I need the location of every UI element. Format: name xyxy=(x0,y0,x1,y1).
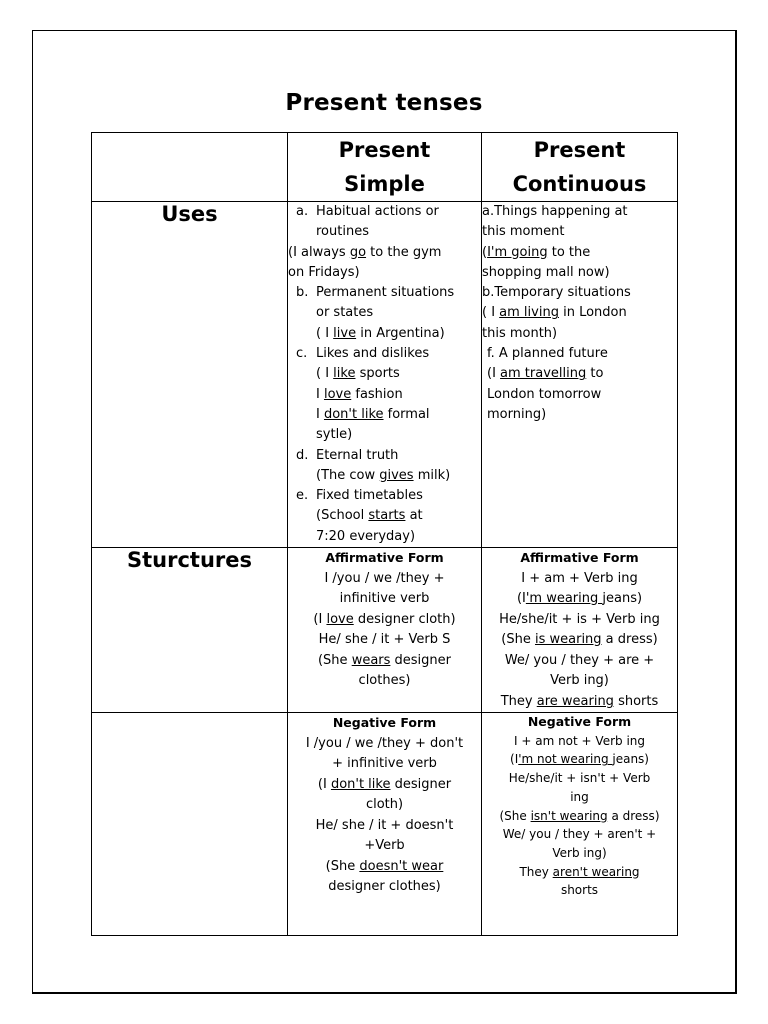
underlined-verb: don't like xyxy=(323,406,384,422)
form-heading: Affirmative Form xyxy=(325,550,444,566)
form-heading: Affirmative Form xyxy=(520,550,639,566)
text-line: 7:20 everyday) xyxy=(316,528,416,544)
row-label-uses: Uses xyxy=(92,202,288,548)
text-line: d. Eternal truth xyxy=(288,446,481,466)
text-line: (The cow gives milk) xyxy=(316,467,451,483)
text-line: designer clothes) xyxy=(328,879,441,895)
header-present-simple xyxy=(288,133,482,202)
text-line: They are wearing shorts xyxy=(500,693,659,709)
negative-row xyxy=(92,713,678,936)
text-line: (She isn't wearing a dress) xyxy=(499,808,660,823)
text-line: c. Likes and dislikes xyxy=(288,344,481,364)
text-line: (I don't like designer xyxy=(317,776,452,792)
list-marker: b. xyxy=(296,285,309,301)
text-line: London tomorrow xyxy=(487,386,602,402)
page-title: Present tenses xyxy=(285,90,483,116)
text-line: ( I am living in London xyxy=(482,305,627,321)
text-line: this moment xyxy=(482,224,565,240)
text-line: I /you / we /they + xyxy=(324,570,445,586)
text-line: He/ she / it + doesn't xyxy=(315,817,454,833)
text-line: morning) xyxy=(487,406,547,422)
text-line: ( I live in Argentina) xyxy=(316,325,445,341)
text-line: (She is wearing a dress) xyxy=(501,632,658,648)
text-line: infinitive verb xyxy=(339,591,430,607)
text-line: +Verb xyxy=(364,838,405,854)
underlined-verb: don't like xyxy=(330,776,391,792)
text-line: + infinitive verb xyxy=(332,756,437,772)
tenses-table xyxy=(91,132,678,936)
form-heading: Negative Form xyxy=(332,715,437,731)
uses-simple-cell xyxy=(288,202,482,548)
header-empty-cell xyxy=(92,133,288,202)
text-line: ing xyxy=(570,789,589,804)
underlined-verb: go xyxy=(349,244,367,260)
text-line: a.Things happening at xyxy=(482,204,628,219)
text-line: (I love designer cloth) xyxy=(313,611,456,627)
text-line: routines xyxy=(316,224,369,240)
underlined-verb: I'm going xyxy=(487,244,548,260)
text-line: or states xyxy=(316,305,374,321)
text-line: I don't like formal xyxy=(316,406,430,422)
underlined-verb: isn't wearing xyxy=(530,808,608,823)
text-line: shopping mall now) xyxy=(482,264,610,280)
text-line: f. A planned future xyxy=(487,346,608,362)
underlined-verb: 'm not wearing xyxy=(518,752,613,767)
text-line: (She doesn't wear xyxy=(325,858,444,874)
underlined-verb: gives xyxy=(379,467,414,483)
text-line: (I'm going to the xyxy=(482,244,591,260)
text-line: a. Habitual actions or xyxy=(288,202,481,222)
text-line: (I always go to the gym xyxy=(288,244,442,260)
list-marker: c. xyxy=(296,346,308,362)
text-line: (She wears designer xyxy=(317,652,452,668)
underlined-verb: am travelling xyxy=(500,366,587,382)
underlined-verb: are wearing xyxy=(536,693,614,709)
underlined-verb: wears xyxy=(351,652,391,668)
header-line: Present xyxy=(533,138,626,162)
underlined-verb: am living xyxy=(499,305,559,321)
uses-continuous-cell xyxy=(482,202,678,548)
header-line: Present xyxy=(338,138,431,162)
text-line: We/ you / they + are + xyxy=(504,652,655,668)
underlined-verb: doesn't wear xyxy=(359,858,444,874)
text-line: e. Fixed timetables xyxy=(288,486,481,506)
underlined-verb: live xyxy=(333,325,357,341)
text-line: ( I like sports xyxy=(316,366,400,382)
text-line: cloth) xyxy=(365,797,404,813)
underlined-verb: love xyxy=(326,611,354,627)
text-line: (I'm wearing jeans) xyxy=(516,591,643,607)
header-row xyxy=(92,133,678,202)
list-marker: a. xyxy=(296,204,309,219)
text-line: He/ she / it + Verb S xyxy=(318,632,451,648)
negative-label-empty xyxy=(92,713,288,936)
text-line: I love fashion xyxy=(316,386,403,402)
underlined-verb: love xyxy=(323,386,352,402)
affirmative-continuous-cell xyxy=(482,548,678,713)
affirmative-row xyxy=(92,548,678,713)
text-line: sytle) xyxy=(316,427,353,443)
header-line: Simple xyxy=(344,172,425,196)
text-line: (I am travelling to xyxy=(487,366,604,382)
underlined-verb: aren't wearing xyxy=(552,864,640,879)
list-marker: e. xyxy=(296,488,309,504)
row-label-structures: Sturctures xyxy=(92,548,288,713)
text-line: b.Temporary situations xyxy=(482,285,631,301)
list-marker: d. xyxy=(296,447,309,463)
text-line: We/ you / they + aren't + xyxy=(502,827,657,842)
text-line: Verb ing) xyxy=(550,673,609,689)
text-line: He/she/it + isn't + Verb xyxy=(508,771,651,786)
text-line: I /you / we /they + don't xyxy=(305,735,464,751)
header-line: Continuous xyxy=(512,172,647,196)
header-present-continuous xyxy=(482,133,678,202)
text-line: Verb ing) xyxy=(552,845,607,860)
underlined-verb: like xyxy=(333,366,356,382)
affirmative-simple-cell xyxy=(288,548,482,713)
text-line: (I'm not wearing jeans) xyxy=(510,752,649,767)
text-line: shorts xyxy=(560,883,599,898)
underlined-verb: 'm wearing xyxy=(525,591,603,607)
text-line: I + am + Verb ing xyxy=(521,570,638,586)
text-line: (School starts at xyxy=(316,508,423,524)
text-line: this month) xyxy=(482,325,558,341)
uses-row xyxy=(92,202,678,548)
form-heading: Negative Form xyxy=(527,714,632,730)
underlined-verb: starts xyxy=(368,508,406,524)
underlined-verb: is wearing xyxy=(534,632,602,648)
text-line: I + am not + Verb ing xyxy=(514,733,645,748)
negative-continuous-cell xyxy=(482,713,678,936)
negative-simple-cell xyxy=(288,713,482,936)
text-line: He/she/it + is + Verb ing xyxy=(499,611,660,627)
text-line: They aren't wearing xyxy=(519,864,640,879)
text-line: clothes) xyxy=(358,673,411,689)
text-line: on Fridays) xyxy=(288,264,360,280)
text-line: b. Permanent situations xyxy=(288,283,481,303)
